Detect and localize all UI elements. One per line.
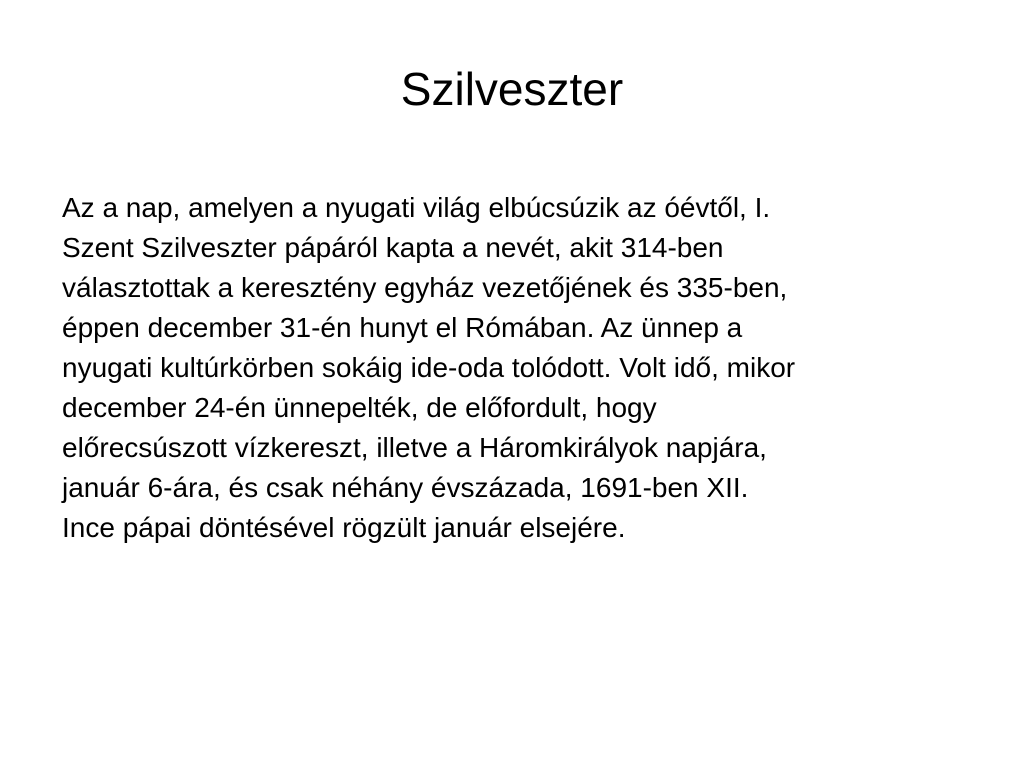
body-line: Az a nap, amelyen a nyugati világ elbúcsúzik az óévtől, I.: [62, 192, 771, 223]
slide-title: Szilveszter: [400, 63, 624, 115]
body-line: éppen december 31-én hunyt el Rómában. Az ünnep a: [62, 312, 743, 343]
body-line: előrecsúszott vízkereszt, illetve a Háromkirályok napjára,: [62, 432, 767, 463]
body-line: december 24-én ünnepelték, de előfordult, hogy: [62, 392, 657, 423]
body-line: választottak a keresztény egyház vezetőjének és 335-ben,: [62, 272, 788, 303]
body-line: január 6-ára, és csak néhány évszázada, 1691-ben XII.: [62, 472, 749, 503]
body-line: nyugati kultúrkörben sokáig ide-oda tolódott. Volt idő, mikor: [62, 352, 796, 383]
body-line: Szent Szilveszter pápáról kapta a nevét, akit 314-ben: [62, 232, 724, 263]
slide-body-text: [62, 188, 972, 548]
body-line: Ince pápai döntésével rögzült január elsejére.: [62, 512, 626, 543]
